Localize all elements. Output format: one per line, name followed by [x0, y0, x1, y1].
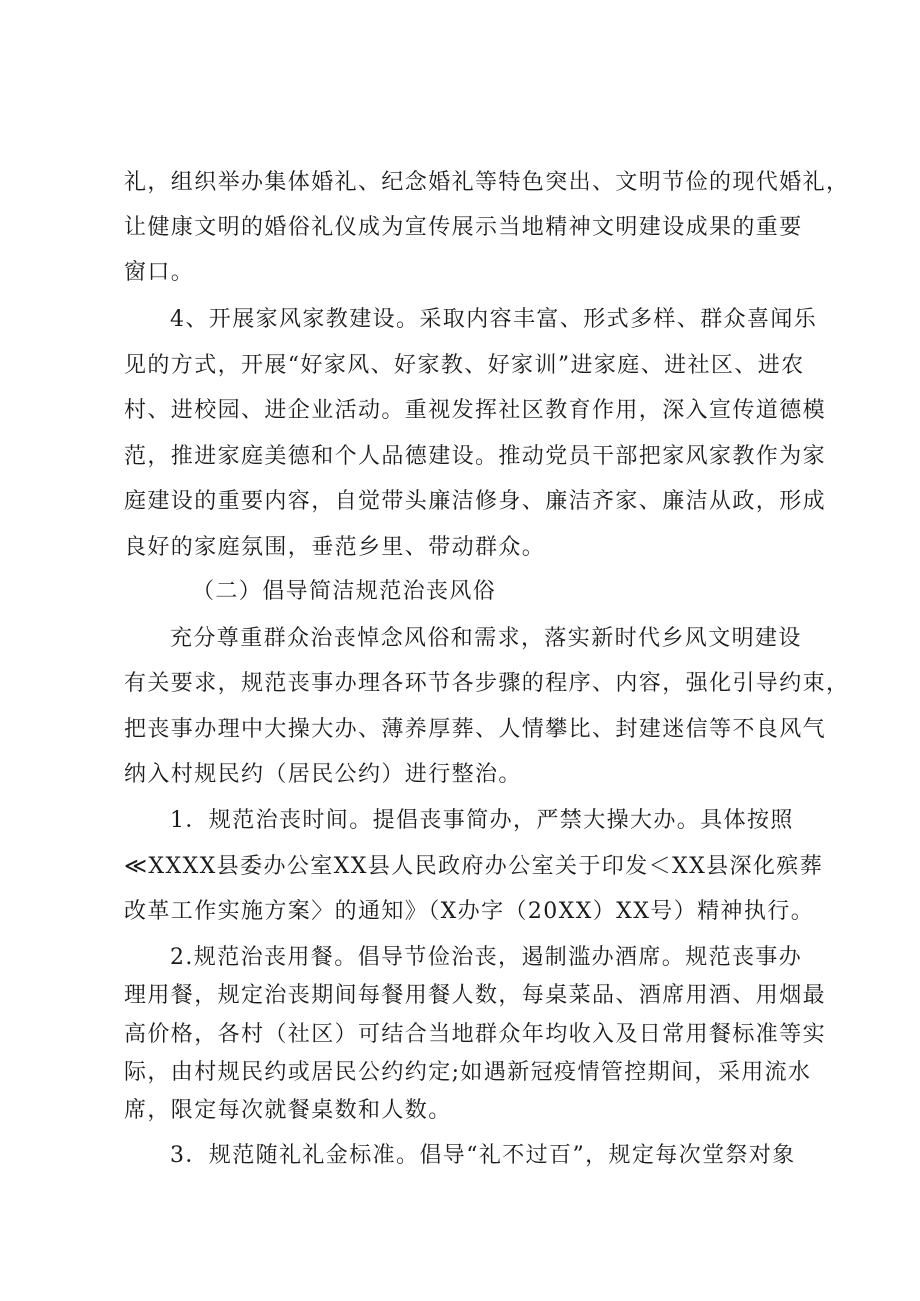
section-heading: （二）倡导简洁规范治丧风俗: [192, 579, 497, 604]
text-line: 有关要求，规范丧事办理各环节各步骤的程序、内容，强化引导约束，: [124, 671, 850, 696]
text-line: 席，限定每次就餐桌数和人数。: [124, 1098, 452, 1123]
paragraph-start-line: 1．规范治丧时间。提倡丧事简办，严禁大操大办。具体按照: [170, 808, 794, 833]
text-line: 庭建设的重要内容，自觉带头廉洁修身、廉洁齐家、廉洁从政，形成: [124, 489, 827, 514]
text-line: 理用餐，规定治丧期间每餐用餐人数，每桌菜品、酒席用酒、用烟最: [124, 983, 827, 1008]
text-line: 村、进校园、进企业活动。重视发挥社区教育作用，深入宣传道德模: [124, 398, 827, 423]
text-line: 高价格，各村（社区）可结合当地群众年均收入及日常用餐标准等实: [124, 1022, 827, 1047]
text-line: 把丧事办理中大操大办、薄养厚葬、人情攀比、封建迷信等不良风气: [124, 717, 827, 742]
text-line: 让健康文明的婚俗礼仪成为宣传展示当地精神文明建设成果的重要: [124, 215, 803, 240]
paragraph-start-line: 4、开展家风家教建设。采取内容丰富、形式多样、群众喜闻乐: [170, 307, 818, 332]
text-line: 窗口。: [124, 260, 195, 285]
text-line: ≪XXXX县委办公室XX县人民政府办公室关于印发＜XX县深化殡葬: [124, 854, 824, 879]
text-line: 范，推进家庭美德和个人品德建设。推动党员干部把家风家教作为家: [124, 444, 827, 469]
paragraph-start-line: 2.规范治丧用餐。倡导节俭治丧，遏制滥办酒席。规范丧事办: [170, 945, 803, 970]
paragraph-start-line: 3．规范随礼礼金标准。倡导“礼不过百”，规定每次堂祭对象: [170, 1143, 796, 1168]
text-line: 改革工作实施方案〉的通知》（X办字（20XX）XX号）精神执行。: [124, 899, 815, 924]
text-line: 见的方式，开展“好家风、好家教、好家训”进家庭、进社区、进农: [124, 353, 805, 378]
text-line: 良好的家庭氛围，垂范乡里、带动群众。: [124, 535, 546, 560]
text-line: 礼，组织举办集体婚礼、纪念婚礼等特色突出、文明节俭的现代婚礼，: [124, 170, 850, 195]
paragraph-start-line: 充分尊重群众治丧悼念风俗和需求，落实新时代乡风文明建设: [170, 626, 802, 651]
text-line: 纳入村规民约（居民公约）进行整治。: [124, 762, 522, 787]
text-line: 际，由村规民约或居民公约约定;如遇新冠疫情管控期间，采用流水: [124, 1060, 812, 1085]
